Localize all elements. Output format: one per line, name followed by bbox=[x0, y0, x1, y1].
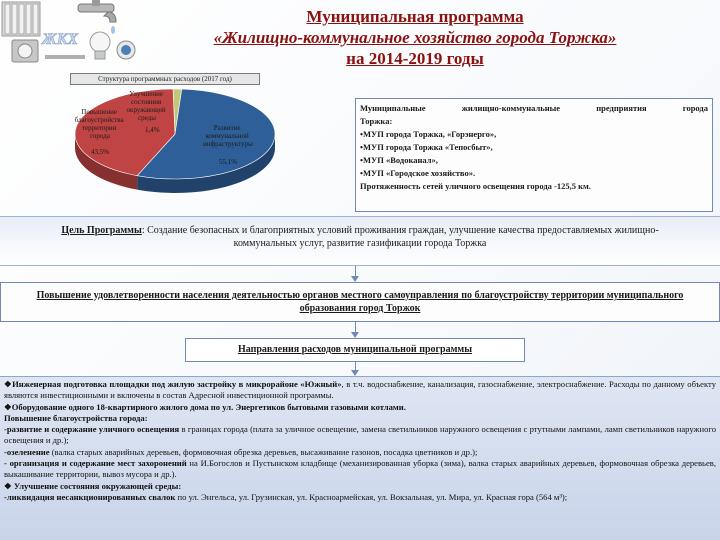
outcome-text: Повышение удовлетворенности населения деятельностью органов местного самоуправления по благоустройству территории муниципального образования город Торжок bbox=[36, 290, 684, 314]
info-item: •МУП города Торжка, «Горэнерго», bbox=[360, 129, 497, 139]
slice-value-environment: 1,4% bbox=[145, 126, 160, 134]
info-item: •МУП «Водоканал», bbox=[360, 155, 438, 165]
slice-label-improvement: Повышение благоустройства территории города bbox=[74, 108, 124, 140]
water-meter-icon bbox=[117, 41, 135, 59]
title-line-2: «Жилищно-коммунальное хозяйство города Торжка» bbox=[213, 28, 617, 47]
direction-subheading: Повышение благоустройства города: bbox=[4, 412, 148, 423]
goal-text: : Создание безопасных и благоприятных условий проживания граждан, улучшение качества предоставляемых жилищно-коммунальных услуг, развитие газификации города Торжка bbox=[141, 225, 659, 249]
slice-value-improvement: 43,5% bbox=[90, 148, 110, 156]
direction-item: -ликвидация несанкционированных свалок по ул. Энгельса, ул. Грузинская, ул. Красноармейская, ул. Вокзальная, ул. Мира, ул. Красная гора (564 м³); bbox=[4, 491, 568, 502]
info-item: •МУП «Городское хозяйство». bbox=[360, 168, 476, 178]
gas-meter-icon bbox=[12, 40, 38, 62]
enterprises-info-box bbox=[355, 98, 713, 212]
direction-item: ❖Инженерная подготовка площадки под жилую застройку в микрорайоне «Южный», в т.ч. водоснабжение, канализация, газоснабжение, электроснабжение. Расходы по данному объекту являются инвестиционными и включены в состав Адресной инвестиционной программы. bbox=[4, 379, 716, 401]
slice-label-environment: Улучшение состояния окружающей среды bbox=[126, 90, 166, 122]
light-bulb-icon bbox=[90, 32, 110, 59]
program-goal bbox=[0, 216, 720, 266]
direction-subheading: ❖ Улучшение состояния окружающей среды: bbox=[4, 480, 182, 491]
radiator-icon bbox=[2, 2, 40, 36]
title-line-3: на 2014-2019 годы bbox=[346, 49, 484, 68]
direction-item: - организация и содержание мест захоронений на И.Богослов и Пустынском кладбище (механизированная уборка (зима), валка старых аварийных деревьев, формовочная обрезка деревьев, выкашивание территории, вывоз мусора и др.). bbox=[4, 458, 716, 480]
direction-item: ❖Оборудование одного 18-квартирного жилого дома по ул. Энергетиков бытовыми газовыми котлами. bbox=[4, 401, 406, 412]
expense-directions-heading: Направления расходов муниципальной программы bbox=[185, 338, 525, 362]
program-outcome bbox=[0, 282, 720, 322]
goal-label: Цель Программы bbox=[61, 225, 142, 236]
pipe-icon bbox=[45, 55, 85, 59]
pie-chart bbox=[0, 84, 350, 214]
info-intro-line: Муниципальные жилищно-коммунальные предприятия города bbox=[360, 103, 708, 113]
info-lighting-network: Протяженность сетей уличного освещения города -125,5 км. bbox=[360, 181, 591, 191]
info-intro-cont: Торжка: bbox=[360, 116, 393, 126]
faucet-icon bbox=[78, 0, 116, 34]
zhkh-lettering: ЖКХ bbox=[42, 31, 79, 48]
chart-title: Структура программных расходов (2017 год) bbox=[70, 73, 260, 85]
slice-value-infrastructure: 55,1% bbox=[218, 158, 238, 166]
title-line-1: Муниципальная программа bbox=[306, 7, 524, 26]
info-item: •МУП города Торжка «Тепосбыт», bbox=[360, 142, 493, 152]
header-illustration bbox=[0, 0, 140, 66]
page-title bbox=[150, 6, 680, 69]
slice-label-infrastructure: Развитие коммунальной инфраструктуры bbox=[203, 124, 253, 148]
direction-item: -озеленение (валка старых аварийных деревьев, формовочная обрезка деревьев, высаживание газонов, посадка цветников и др.); bbox=[4, 446, 478, 457]
direction-item: -развитие и содержание уличного освещения в границах города (плата за уличное освещение, замена светильников наружного освещения с ртутными лампами, ламп светильников наружного освещения и др.); bbox=[4, 424, 716, 446]
expense-directions-list bbox=[0, 376, 720, 540]
